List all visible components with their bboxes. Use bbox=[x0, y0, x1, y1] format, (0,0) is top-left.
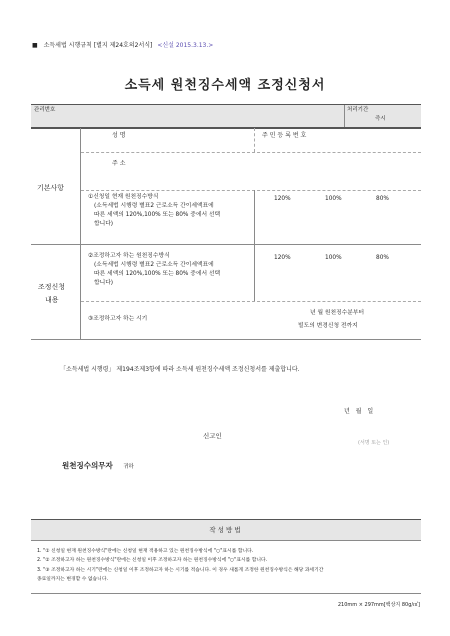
withholder-suffix: 귀하 bbox=[123, 464, 134, 470]
basic-section-divider bbox=[80, 128, 81, 244]
page-title: 소득세 원천징수세액 조정신청서 bbox=[124, 78, 326, 93]
basic-section-bottom bbox=[31, 244, 421, 245]
instruction-item: 1. "① 신청일 현재 원천징수방식"란에는 신청일 현재 적용하고 있는 원천징수방식에 "○"표시를 합니다. bbox=[37, 549, 254, 554]
timing-value-1[interactable]: 년 월 원천징수분부터 bbox=[310, 310, 365, 316]
adjust-section-label-2: 내용 bbox=[45, 296, 59, 304]
instruction-item: 종료일까지는 변경할 수 없습니다. bbox=[37, 577, 108, 583]
withholder-row bbox=[62, 460, 134, 471]
desired-method-line: (소득세법 시행령 별표2 근로소득 간이세액표에 bbox=[94, 261, 214, 268]
address-label: 주 소 bbox=[112, 160, 126, 167]
current-method-line: 합니다) bbox=[94, 220, 114, 227]
current-option-120[interactable]: 120% bbox=[274, 196, 291, 202]
current-method-line: ①신청일 현재 원천징수방식 bbox=[88, 194, 159, 200]
current-method-description bbox=[88, 193, 220, 229]
current-method-line: (소득세법 시행령 별표2 근로소득 간이세액표에 bbox=[94, 202, 214, 209]
timing-label: ③조정하고자 하는 시기 bbox=[88, 316, 148, 322]
desired-option-120[interactable]: 120% bbox=[274, 255, 291, 261]
desired-method-divider bbox=[254, 245, 255, 301]
desired-method-line: 따른 세액의 120%,100% 또는 80% 중에서 선택 bbox=[94, 270, 221, 277]
current-option-100[interactable]: 100% bbox=[325, 196, 342, 202]
admin-row-bottom bbox=[31, 127, 421, 129]
revision-text: <신설 2015.3.13.> bbox=[157, 42, 214, 49]
period-label: 처리기간 bbox=[347, 107, 369, 113]
instruction-item: 3. "③ 조정하고자 하는 시기"란에는 신청일 이후 조정하고자 하는 시기를 적습니다. 이 경우 새롭게 조정한 원천징수방식은 해당 과세기간 bbox=[37, 567, 324, 573]
declaration-text: 「소득세법 시행령」 제194조제3항에 따라 소득세 원천징수세액 조정신청서를 제출합니다. bbox=[60, 366, 300, 373]
desired-method-description bbox=[88, 252, 220, 288]
form-rule-reference bbox=[32, 43, 213, 49]
desired-option-100[interactable]: 100% bbox=[325, 255, 342, 261]
name-row-bottom bbox=[81, 152, 421, 153]
adjust-section-bottom bbox=[31, 339, 421, 340]
current-method-divider bbox=[254, 190, 255, 244]
instructions-heading-bottom bbox=[31, 540, 421, 541]
bullet-square-icon: ■ bbox=[32, 42, 38, 49]
period-value: 즉시 bbox=[375, 116, 386, 122]
current-method-line: 따른 세액의 120%,100% 또는 80% 중에서 선택 bbox=[94, 211, 221, 218]
desired-option-80[interactable]: 80% bbox=[376, 255, 389, 261]
instruction-item: 2. "② 조정하고자 하는 원천징수방식"란에는 신청일 이후 조정하고자 하는 원천징수방식에 "○"표시를 합니다. bbox=[37, 558, 268, 564]
adjust-section-divider bbox=[80, 245, 81, 339]
desired-method-line: ②조정하고자 하는 원천징수방식 bbox=[88, 253, 170, 259]
applicant-label: 신고인 bbox=[203, 432, 222, 440]
signature-hint[interactable]: (서명 또는 인) bbox=[358, 440, 390, 446]
instructions-bottom bbox=[31, 593, 421, 594]
admin-divider bbox=[344, 105, 345, 127]
instructions-list bbox=[37, 547, 323, 584]
date-line[interactable]: 년 월 일 bbox=[344, 408, 374, 415]
rrn-label: 주 민 등 록 번 호 bbox=[262, 132, 307, 139]
current-option-80[interactable]: 80% bbox=[376, 196, 389, 202]
desired-row-bottom bbox=[81, 301, 421, 302]
admin-number-label: 관리번호 bbox=[34, 107, 56, 113]
name-label: 성 명 bbox=[112, 132, 126, 139]
basic-section-label: 기본사항 bbox=[37, 184, 65, 192]
paper-spec-footer: 210mm × 297mm[백상지 80g/㎡] bbox=[337, 602, 420, 608]
address-row-bottom bbox=[81, 190, 421, 191]
name-rrn-divider bbox=[254, 128, 255, 152]
rule-text: 소득세법 시행규칙 [별지 제24호의2서식] bbox=[43, 42, 153, 49]
instructions-heading: 작 성 방 법 bbox=[209, 526, 241, 534]
adjust-section-label-1: 조정신청 bbox=[38, 283, 66, 291]
withholder-label: 원천징수의무자 bbox=[62, 461, 113, 470]
timing-value-2: 빌도의 변경신청 전까지 bbox=[298, 323, 358, 329]
desired-method-line: 합니다) bbox=[94, 279, 114, 286]
